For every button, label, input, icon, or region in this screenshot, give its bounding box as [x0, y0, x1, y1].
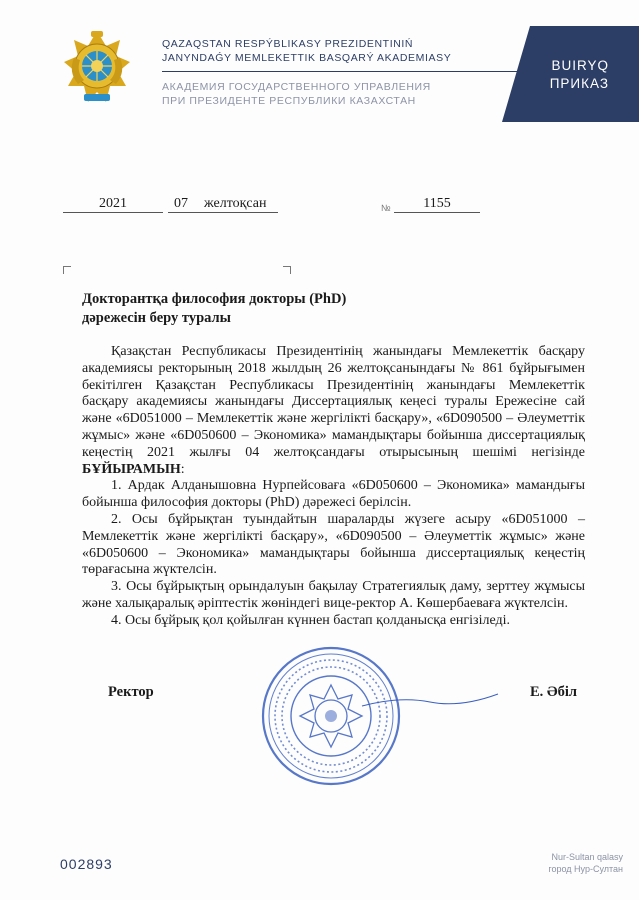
doc-type-cyrillic: ПРИКАЗ: [549, 76, 609, 91]
city-cyrillic: город Нур-Султан: [548, 864, 623, 874]
number-sign: №: [381, 203, 391, 213]
body-item-4: 4. Осы бұйрық қол қойылған күннен бастап қолданысқа енгізіледі.: [111, 612, 510, 628]
number-field-line: [394, 212, 480, 213]
institution-latin-line2: JANYNDAǴY MEMLEKETTIK BASQARÝ AKADEMIASY: [162, 52, 452, 64]
institution-cyrillic-line2: ПРИ ПРЕЗИДЕНТЕ РЕСПУБЛИКИ КАЗАХСТАН: [162, 95, 416, 107]
year-field: 2021: [99, 196, 127, 211]
month-field: желтоқсан: [204, 196, 267, 211]
doc-type-label: [550, 57, 609, 93]
number-field: 1155: [423, 196, 451, 211]
body-item-1: 1. Ардак Алданышовна Нурпейсоваға «6D050600 – Экономика» мамандығы бойынша философия докторы (PhD) дәрежесі берілсін.: [82, 478, 585, 511]
document-body: [82, 344, 585, 630]
date-field-line: [168, 212, 278, 213]
city-latin: Nur-Sultan qalasy: [551, 852, 623, 862]
signature-mark: [360, 688, 500, 718]
order-colon: :: [180, 461, 185, 477]
institution-name-latin: [162, 37, 451, 65]
document-title: [82, 290, 382, 328]
order-word: БҰЙЫРАМЫН: [82, 461, 181, 477]
header-divider: [162, 71, 519, 72]
document-title-line1: Докторантқа философия докторы (PhD): [82, 291, 347, 307]
form-serial-number: 002893: [60, 856, 113, 872]
day-field: 07: [174, 196, 188, 211]
institution-cyrillic-line1: АКАДЕМИЯ ГОСУДАРСТВЕННОГО УПРАВЛЕНИЯ: [162, 81, 431, 93]
institution-latin-line1: QAZAQSTAN RESPÝBLIKASY PREZIDENTINIŃ: [162, 38, 414, 50]
state-emblem-icon: [62, 28, 132, 108]
year-field-line: [63, 212, 163, 213]
body-intro: [82, 344, 585, 478]
body-item-3: 3. Осы бұйрықтың орындалуын бақылау Стратегиялық даму, зерттеу жұмысы және халықаралық әріптестік жөніндегі вице-ректор А. Көшербаеваға жүктелсін.: [82, 579, 585, 611]
city-label: [548, 851, 623, 875]
body-item-2: 2. Осы бұйрықтан туындайтын шараларды жүзеге асыру «6D051000 – Мемлекеттік және жергілікті басқару», «6D090500 – Әлеуметтік жұмыс» және «6D050600 – Экономика» мамандықтары бойынша диссертациялық кеңестің төрағасына жүктелсін.: [82, 511, 585, 578]
doc-type-latin: BUIRYQ: [551, 58, 609, 73]
institution-name-cyrillic: [162, 80, 431, 108]
signatory-name: Е. Әбіл: [530, 684, 578, 700]
document-title-line2: дәрежесін беру туралы: [82, 310, 231, 326]
body-intro-text: Қазақстан Республикасы Президентінің жанындағы Мемлекеттік басқару академиясы ректорының 2018 жылдың 26 желтоқсанындағы № 861 бұйрығымен бекітілген Қазақстан Республикасы Президентінің жанындағы Мемлекеттік басқару академиясы жанындағы Диссертациялық кеңесі туралы Ережесіне сай және «6D051000 – Мемлекеттік және жергілікті басқару», «6D090500 – Әлеуметтік жұмыс» және «6D050600 – Экономика» мамандықтары бойынша диссертациялық кеңестің 2021 жылғы 04 желтоқсандағы отырысының шешімі негізінде: [82, 344, 585, 460]
title-corner-left: [63, 266, 71, 274]
signatory-position: Ректор: [108, 684, 154, 700]
title-corner-right: [283, 266, 291, 274]
